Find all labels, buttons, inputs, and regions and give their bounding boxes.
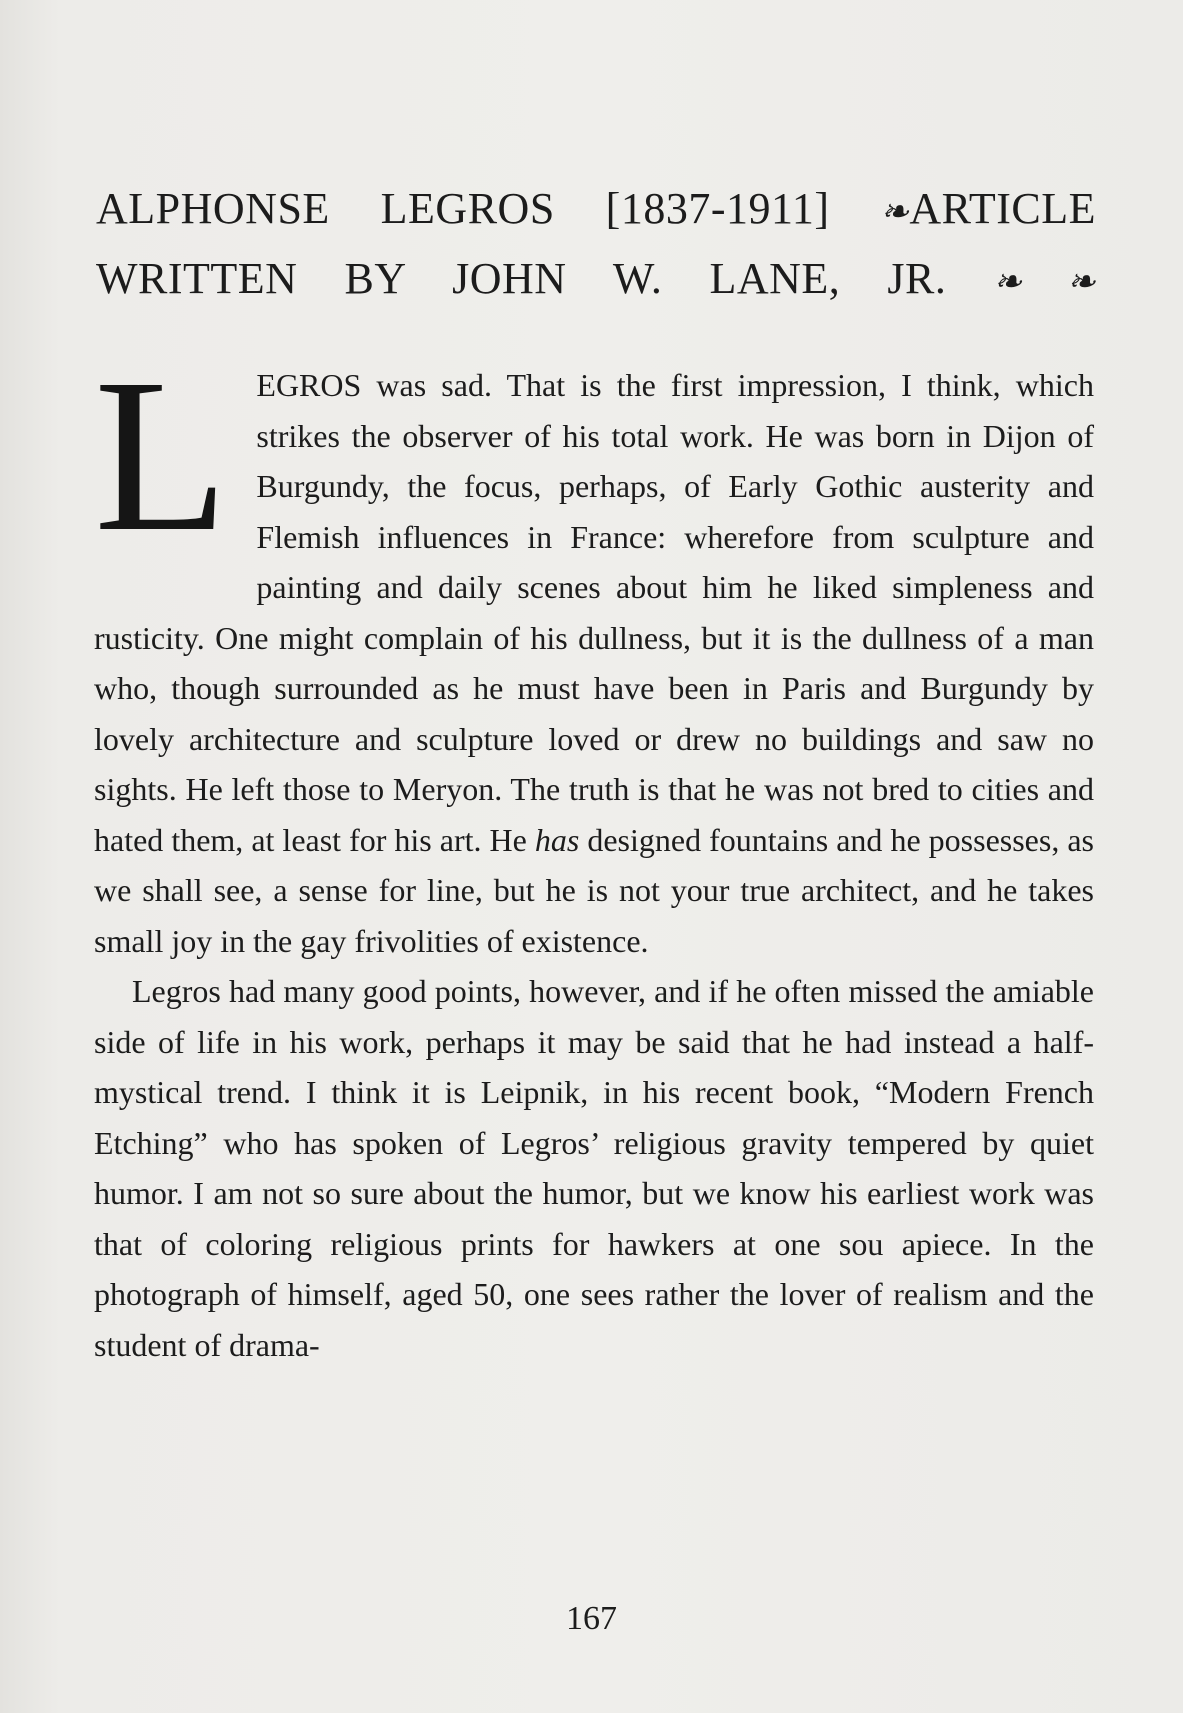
drop-cap: L xyxy=(94,333,229,577)
title-line-2-text: WRITTEN BY JOHN W. LANE, JR. xyxy=(96,254,947,303)
paragraph-1-text: EGROS was sad. That is the first impression, I think, which strikes the observer of his total work. He was born in Dijon of Burgundy, the focus, perhaps, of Early Gothic austerity and Flemish influences in France: wherefore from sculpture and painting and daily scenes about him he liked simpleness and rusticity. One might complain of his dullness, but it is the dullness of a man who, though surrounded as he must have been in Paris and Burgundy by lovely architecture and sculpture loved or drew no buildings and saw no sights. He left those to Meryon. The truth is that he was not bred to cities and hated them, at least for his art. He xyxy=(94,367,1094,858)
article-body xyxy=(94,333,1095,1370)
title-ornament-double-icon: ❧ ❧ xyxy=(993,264,1096,301)
title-ornament-icon: ❧ xyxy=(880,194,910,231)
paragraph-2: Legros had many good points, however, and if he often missed the amiable side of life in his work, perhaps it may be said that he had instead a half-mystical trend. I think it is Leipnik, in his recent book, “Modern French Etching” who has spoken of Legros’ religious gravity tempered by quiet humor. I am not so sure about the humor, but we know his earliest work was that of coloring religious prints for hawkers at one sou apiece. In the photograph of himself, aged 50, one sees rather the lover of realism and the student of drama- xyxy=(94,973,1094,1363)
paragraph-1-end: designed fountains and he possesses, as we shall see, a sense for line, but he is not your true architect, and he takes small joy in the gay frivolities of existence. xyxy=(94,821,1095,959)
paragraph-1 xyxy=(94,333,1095,966)
paragraph-1-emphasis: has xyxy=(534,821,580,858)
title-line-1 xyxy=(96,176,1096,246)
title-line-2 xyxy=(96,246,1096,316)
title-line-1-end: ARTICLE xyxy=(909,184,1096,233)
title-line-1-text: ALPHONSE LEGROS [1837-1911] xyxy=(96,184,881,233)
page-number: 167 xyxy=(566,1600,617,1637)
article-title xyxy=(96,176,1096,316)
